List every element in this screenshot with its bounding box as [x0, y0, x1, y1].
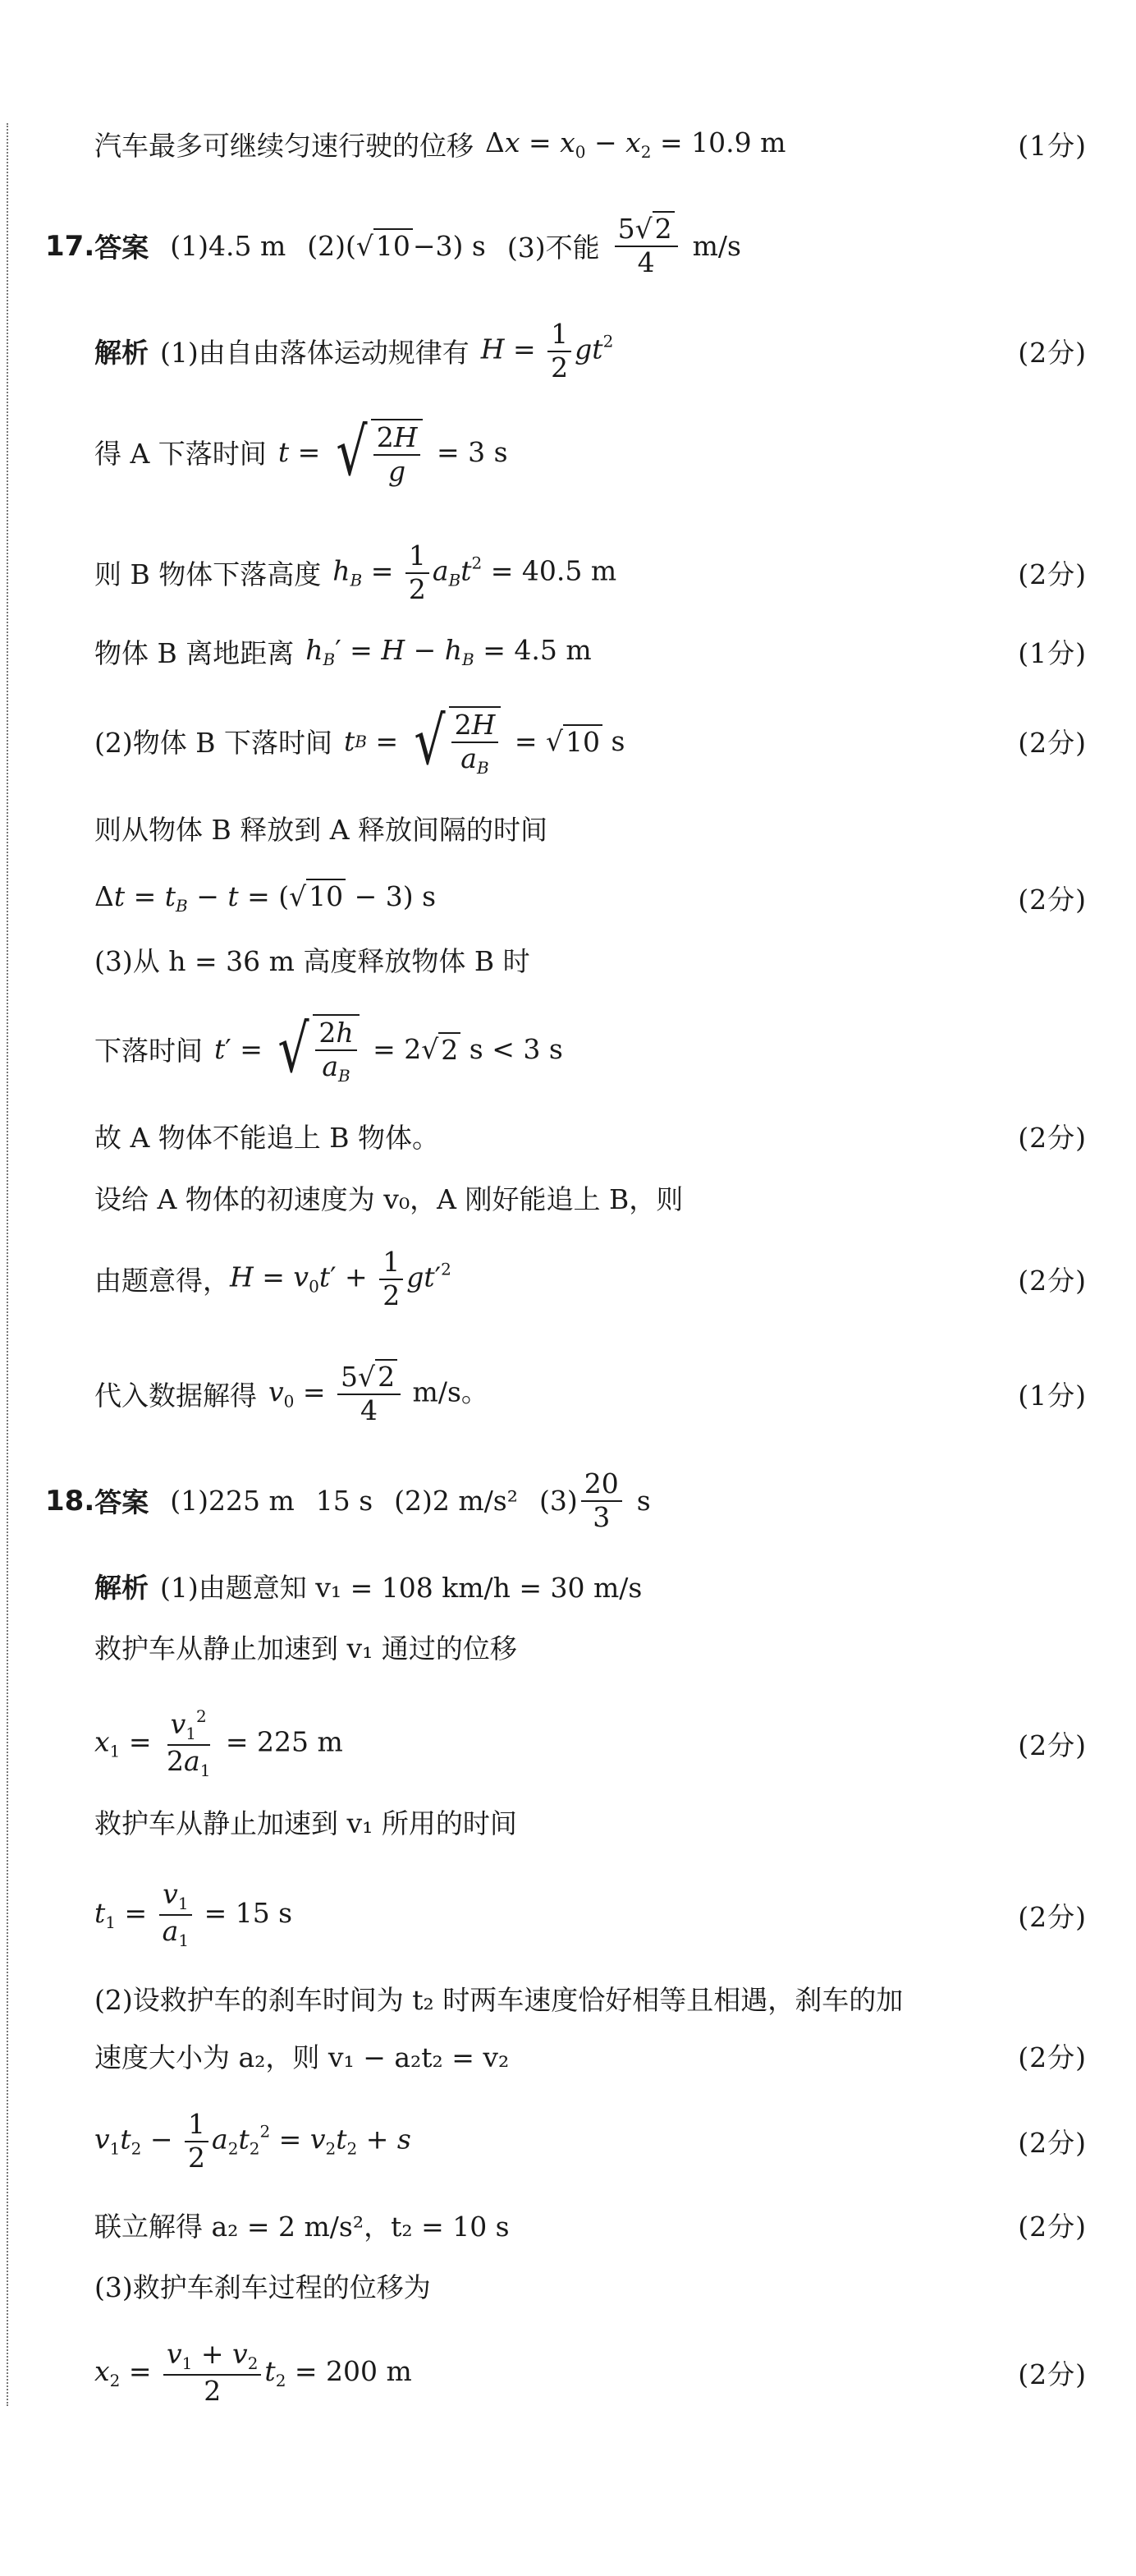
solution18-line-6 — [94, 1979, 1087, 2018]
solution-line-11 — [94, 1178, 1087, 1217]
solution-line-8 — [94, 940, 1087, 979]
solution-line-4 — [94, 632, 1087, 671]
line-text: (1)由自由落体运动规律有 — [160, 337, 470, 370]
points: (2分) — [1018, 1122, 1087, 1154]
points: (2分) — [1018, 2127, 1087, 2160]
formula-result: = 15 s — [204, 1897, 293, 1929]
left-margin-dotted-line — [7, 123, 8, 2406]
fraction-numerator: 20 — [581, 1470, 622, 1502]
formula: $h_B' = H - h_B = 4.5$ m — [305, 634, 592, 669]
points: (1分) — [1018, 1380, 1087, 1412]
solution-line-3 — [94, 542, 1087, 604]
solution-line-13 — [94, 1363, 1087, 1425]
solution18-line-9 — [94, 2206, 1087, 2244]
formula: $t_1$ = $\frac{v_1}{a_1}$ = 15 s — [94, 1878, 293, 1950]
formula-result: = 200 m — [294, 2354, 412, 2387]
formula: $v_1t_2$ − $\frac{1}{2}$ $a_2t_2^2 = v_2t_2 + s$ — [94, 2108, 411, 2174]
line-text: 下落时间 — [94, 1035, 203, 1068]
points: (2分) — [1018, 337, 1087, 370]
points: (2分) — [1018, 1729, 1087, 1761]
line-text: 物体 B 离地距离 — [94, 637, 295, 669]
line-text: (2)设救护车的刹车时间为 t₂ 时两车速度恰好相等且相遇，刹车的加 — [94, 1984, 904, 2016]
line-text: (2)物体 B 下落时间 — [94, 727, 332, 760]
points: (2分) — [1018, 2358, 1087, 2391]
solution18-line-2 — [94, 1628, 1087, 1666]
formula: t = √ $\frac{2H}{g}$ = 3 s — [277, 413, 508, 490]
points: (2分) — [1018, 1265, 1087, 1297]
formula: $H = v_0t'$ + $\frac{1}{2}$ $gt'^2$ — [230, 1246, 451, 1311]
line-text: 代入数据解得 — [94, 1380, 257, 1412]
points: (2分) — [1018, 884, 1087, 916]
formula: $h_B$ = $\frac{1}{2}$ $a_Bt^2 = 40.5$ m — [332, 540, 617, 605]
fraction-radicand: 2 — [653, 211, 675, 245]
solution-label: 解析 — [94, 337, 149, 370]
answer-part-2-suffix: −3) s — [412, 230, 486, 263]
formula: t B = √ $\frac{2H}{a_B}$ = √ 10 s — [343, 702, 625, 779]
points: (1分) — [1018, 637, 1087, 669]
answer-part-2-prefix: (2)( — [307, 230, 356, 263]
formula-result: = 40.5 m — [490, 554, 617, 587]
q18-answer — [45, 1467, 1087, 1533]
answer-part-3-unit: m/s — [692, 230, 741, 263]
line-text: 救护车从静止加速到 v₁ 所用的时间 — [94, 1807, 517, 1839]
formula: $\Delta x = x_0 - x_2 = 10.9$ m — [485, 126, 786, 162]
fraction-denominator: 3 — [593, 1500, 611, 1533]
solution-label: 解析 — [94, 1572, 149, 1604]
formula: $\Delta t = t_B - t = (√10 - 3)$ s — [94, 880, 437, 916]
answer-part-1: (1)4.5 m — [170, 230, 286, 263]
formula: H = $\frac{1}{2}$ $gt^2$ — [480, 318, 614, 383]
line-text: (1)由题意知 v₁ = 108 km/h = 30 m/s — [160, 1572, 643, 1604]
solution-line-10 — [94, 1117, 1087, 1155]
solution18-line-7 — [94, 2036, 1087, 2075]
answer-part-1: (1)225 m — [170, 1485, 295, 1518]
solution-line-1 — [94, 320, 1087, 382]
q17-answer — [45, 215, 1087, 277]
line-text: 由题意得， — [94, 1265, 230, 1297]
answer-part-3-label: (3) — [538, 1485, 578, 1518]
solution-line-12 — [94, 1248, 1087, 1310]
solution-line-6 — [94, 809, 1087, 847]
points: (2分) — [1018, 727, 1087, 760]
question-number: 17. — [45, 229, 95, 263]
solution-line-2 — [94, 413, 1087, 490]
formula: $x_2$ = $\frac{v_1 + v_2}{2}$ $t_2 = 200$ m — [94, 2338, 412, 2407]
solution18-line-4 — [94, 1802, 1087, 1841]
line-text: 得 A 下落时间 — [94, 438, 267, 471]
line-text: (3)从 h = 36 m 高度释放物体 B 时 — [94, 945, 530, 977]
solution18-line-11 — [94, 2340, 1087, 2406]
line-text: 联立解得 a₂ = 2 m/s²，t₂ = 10 s — [94, 2211, 510, 2243]
fraction-numerator: 5 — [617, 213, 635, 245]
answer-label: 答案 — [94, 232, 149, 264]
points: (1分) — [1018, 130, 1087, 162]
question-number: 18. — [45, 1484, 95, 1518]
answer-part-3-unit: s — [636, 1485, 651, 1518]
formula: t ′ = √ $\frac{2h}{a_B}$ = 2√ 2 s < 3 s — [214, 1010, 563, 1087]
answer-part-2: (2)(√10−3) s — [307, 230, 486, 263]
line-text: 则 B 物体下落高度 — [94, 558, 322, 591]
answer-label: 答案 — [94, 1486, 149, 1519]
line-text: 设给 A 物体的初速度为 v₀，A 刚好能追上 B，则 — [94, 1183, 684, 1215]
solution18-line-1 — [94, 1567, 1087, 1605]
answer-part-2-radicand: 10 — [373, 228, 413, 262]
fraction-denominator: 4 — [637, 246, 655, 278]
line-text: 救护车从静止加速到 v₁ 通过的位移 — [94, 1632, 517, 1665]
answer-part-2: (2)2 m/s² — [394, 1485, 518, 1518]
formula: $x_1$ = $\frac{v_1^2}{2a_1}$ = 225 m — [94, 1706, 343, 1780]
line-text: 速度大小为 a₂，则 v₁ − a₂t₂ = v₂ — [94, 2041, 510, 2073]
line-text: 则从物体 B 释放到 A 释放间隔的时间 — [94, 814, 548, 846]
points: (2分) — [1018, 2041, 1087, 2073]
solution18-line-5 — [94, 1880, 1087, 1949]
solution18-line-10 — [94, 2266, 1087, 2305]
line-remaining-displacement — [94, 125, 1087, 163]
solution18-line-3 — [94, 1708, 1087, 1779]
points: (2分) — [1018, 1900, 1087, 1933]
points: (2分) — [1018, 2211, 1087, 2243]
line-text: 故 A 物体不能追上 B 物体。 — [94, 1122, 440, 1154]
formula-result: = 225 m — [225, 1725, 343, 1758]
solution-line-5 — [94, 702, 1087, 779]
formula: $v_0$ = $\frac{5√2}{4}$ m/s。 — [268, 1361, 488, 1426]
points: (2分) — [1018, 558, 1087, 591]
solution18-line-8 — [94, 2110, 1087, 2172]
answer-part-3-fraction: $\frac{5√2}{4}$ — [615, 215, 678, 277]
answer-part-3-label: (3)不能 — [506, 232, 600, 264]
line-text: (3)救护车刹车过程的位移为 — [94, 2271, 431, 2303]
answer-part-3-fraction — [581, 1467, 622, 1533]
line-text: 汽车最多可继续匀速行驶的位移 — [94, 130, 474, 162]
solution-line-9 — [94, 1010, 1087, 1087]
formula-result: = 3 s — [436, 436, 508, 469]
answer-part-1b: 15 s — [315, 1485, 373, 1518]
solution-line-7 — [94, 879, 1087, 917]
